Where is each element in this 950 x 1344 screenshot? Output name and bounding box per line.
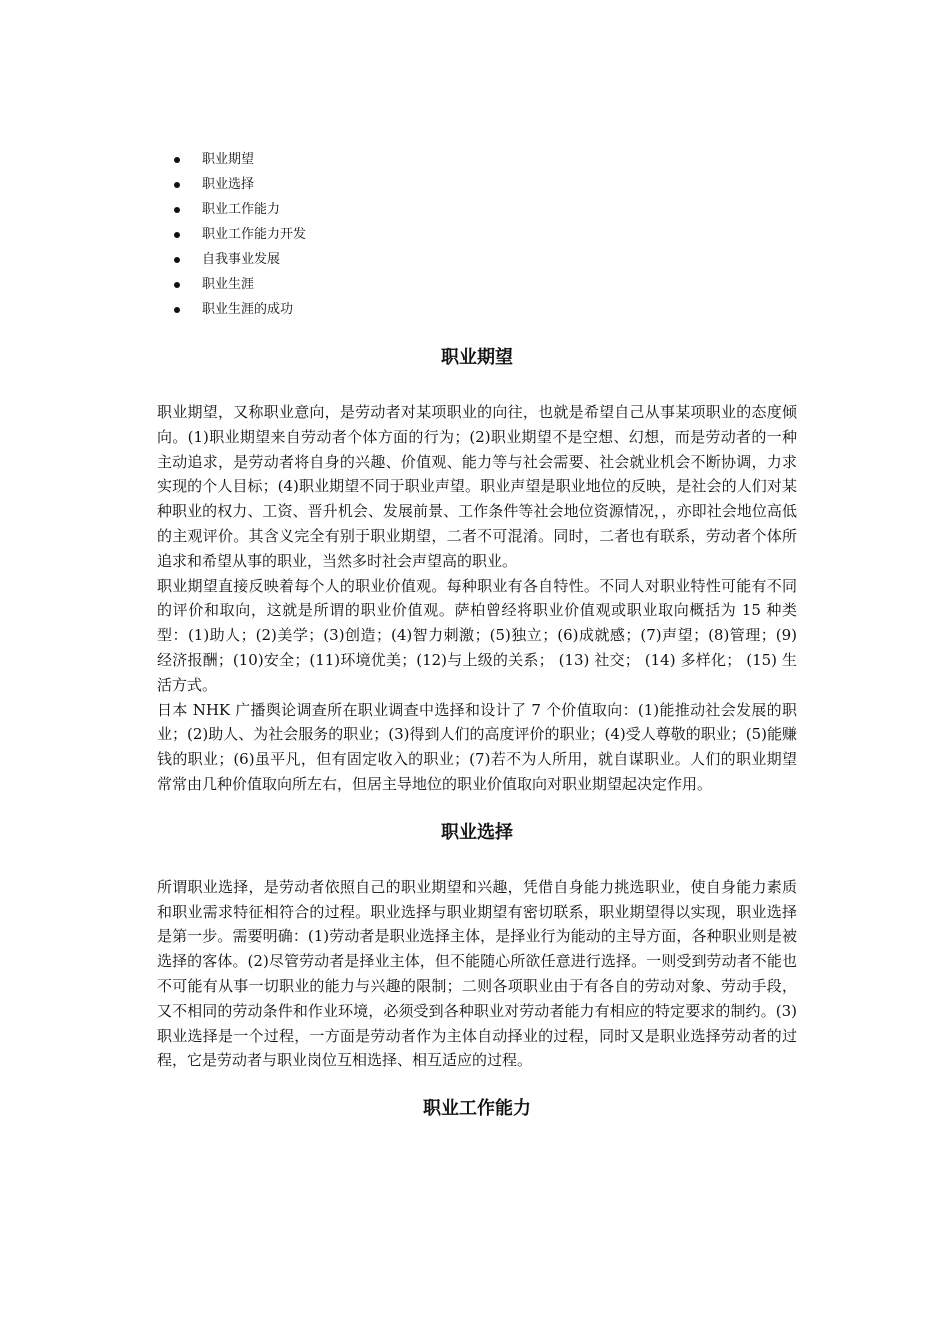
section-heading: 职业工作能力 — [423, 1098, 531, 1120]
section-ability — [157, 1091, 797, 1127]
toc-item-career[interactable] — [172, 275, 306, 300]
document-body — [157, 340, 797, 1127]
section-choice — [157, 815, 797, 1073]
paragraph: 日本 NHK 广播舆论调查所在职业调查中选择和设计了 7 个价值取向：(1)能推动社会发展的职业；(2)助人、为社会服务的职业；(3)得到人们的高度评价的职业；(4)受人尊敬的职业；(5)能赚钱的职业；(6)虽平凡，但有固定收入的职业；(7)若不为人所用，就自谋职业。人们的职业期望常常由几种价值取向所左右，但居主导地位的职业价值取向对职业期望起决定作用。 — [157, 700, 797, 793]
bullet-icon — [174, 232, 180, 238]
section-heading: 职业期望 — [441, 347, 513, 368]
bullet-icon — [174, 282, 180, 288]
toc-item-label: 自我事业发展 — [202, 252, 281, 267]
section-heading: 职业选择 — [441, 821, 513, 843]
paragraph: 职业期望，又称职业意向，是劳动者对某项职业的向往，也就是希望自己从事某项职业的态度倾向。(1)职业期望来自劳动者个体方面的行为；(2)职业期望不是空想、幻想，而是劳动者的一种主动追求，是劳动者将自身的兴趣、价值观、能力等与社会需要、社会就业机会不断协调，力求实现的个人目标；(4)职业期望不同于职业声望。职业声望是职业地位的反映，是社会的人们对某种职业的权力、工资、晋升机会、发展前景、工作条件等社会地位资源情况，，亦即社会地位高低的主观评价。其含义完全有别于职业期望，二者不可混淆。同时，二者也有联系，劳动者个体所追求和希望从事的职业，当然多时社会声望高的职业。 — [157, 403, 797, 570]
toc-item-ability[interactable] — [172, 200, 306, 225]
toc-item-label: 职业工作能力开发 — [202, 227, 307, 242]
toc-item-label: 职业期望 — [202, 152, 255, 167]
toc-item-choice[interactable] — [172, 175, 306, 200]
bullet-icon — [174, 207, 180, 213]
paragraph: 职业期望直接反映着每个人的职业价值观。每种职业有各自特性。不同人对职业特性可能有不同的评价和取向，这就是所谓的职业价值观。萨柏曾经将职业价值观或职业取向概括为 15 种类型：(1)助人；(2)美学；(3)创造；(4)智力刺激；(5)独立；(6)成就感；(7)声望；(8)管理；(9)经济报酬；(10)安全；(11)环境优美；(12)与上级的关系； (13) 社交； (14) 多样化； (15) 生活方式。 — [157, 576, 797, 694]
toc-item-label: 职业工作能力 — [202, 202, 281, 217]
table-of-contents — [172, 150, 306, 325]
bullet-icon — [174, 157, 180, 163]
section-expectation — [157, 340, 797, 797]
toc-item-expectation[interactable] — [172, 150, 306, 175]
toc-item-ability-development[interactable] — [172, 225, 306, 250]
toc-item-career-success[interactable] — [172, 300, 306, 325]
bullet-icon — [174, 257, 180, 263]
toc-item-label: 职业生涯的成功 — [202, 302, 294, 317]
paragraph: 所谓职业选择，是劳动者依照自己的职业期望和兴趣，凭借自身能力挑选职业，使自身能力素质和职业需求特征相符合的过程。职业选择与职业期望有密切联系，职业期望得以实现，职业选择是第一步。需要明确：(1)劳动者是职业选择主体，是择业行为能动的主导方面，各种职业则是被选择的客体。(2)尽管劳动者是择业主体，但不能随心所欲任意进行选择。一则受到劳动者不能也不可能有从事一切职业的能力与兴趣的限制；二则各项职业由于有各自的劳动对象、劳动手段，又不相同的劳动条件和作业环境，必须受到各种职业对劳动者能力有相应的特定要求的制约。(3)职业选择是一个过程，一方面是劳动者作为主体自动择业的过程，同时又是职业选择劳动者的过程，它是劳动者与职业岗位互相选择、相互适应的过程。 — [157, 877, 797, 1070]
toc-item-label: 职业生涯 — [202, 277, 255, 292]
toc-item-label: 职业选择 — [202, 177, 255, 192]
toc-item-self-career[interactable] — [172, 250, 306, 275]
bullet-icon — [174, 307, 180, 313]
bullet-icon — [174, 182, 180, 188]
